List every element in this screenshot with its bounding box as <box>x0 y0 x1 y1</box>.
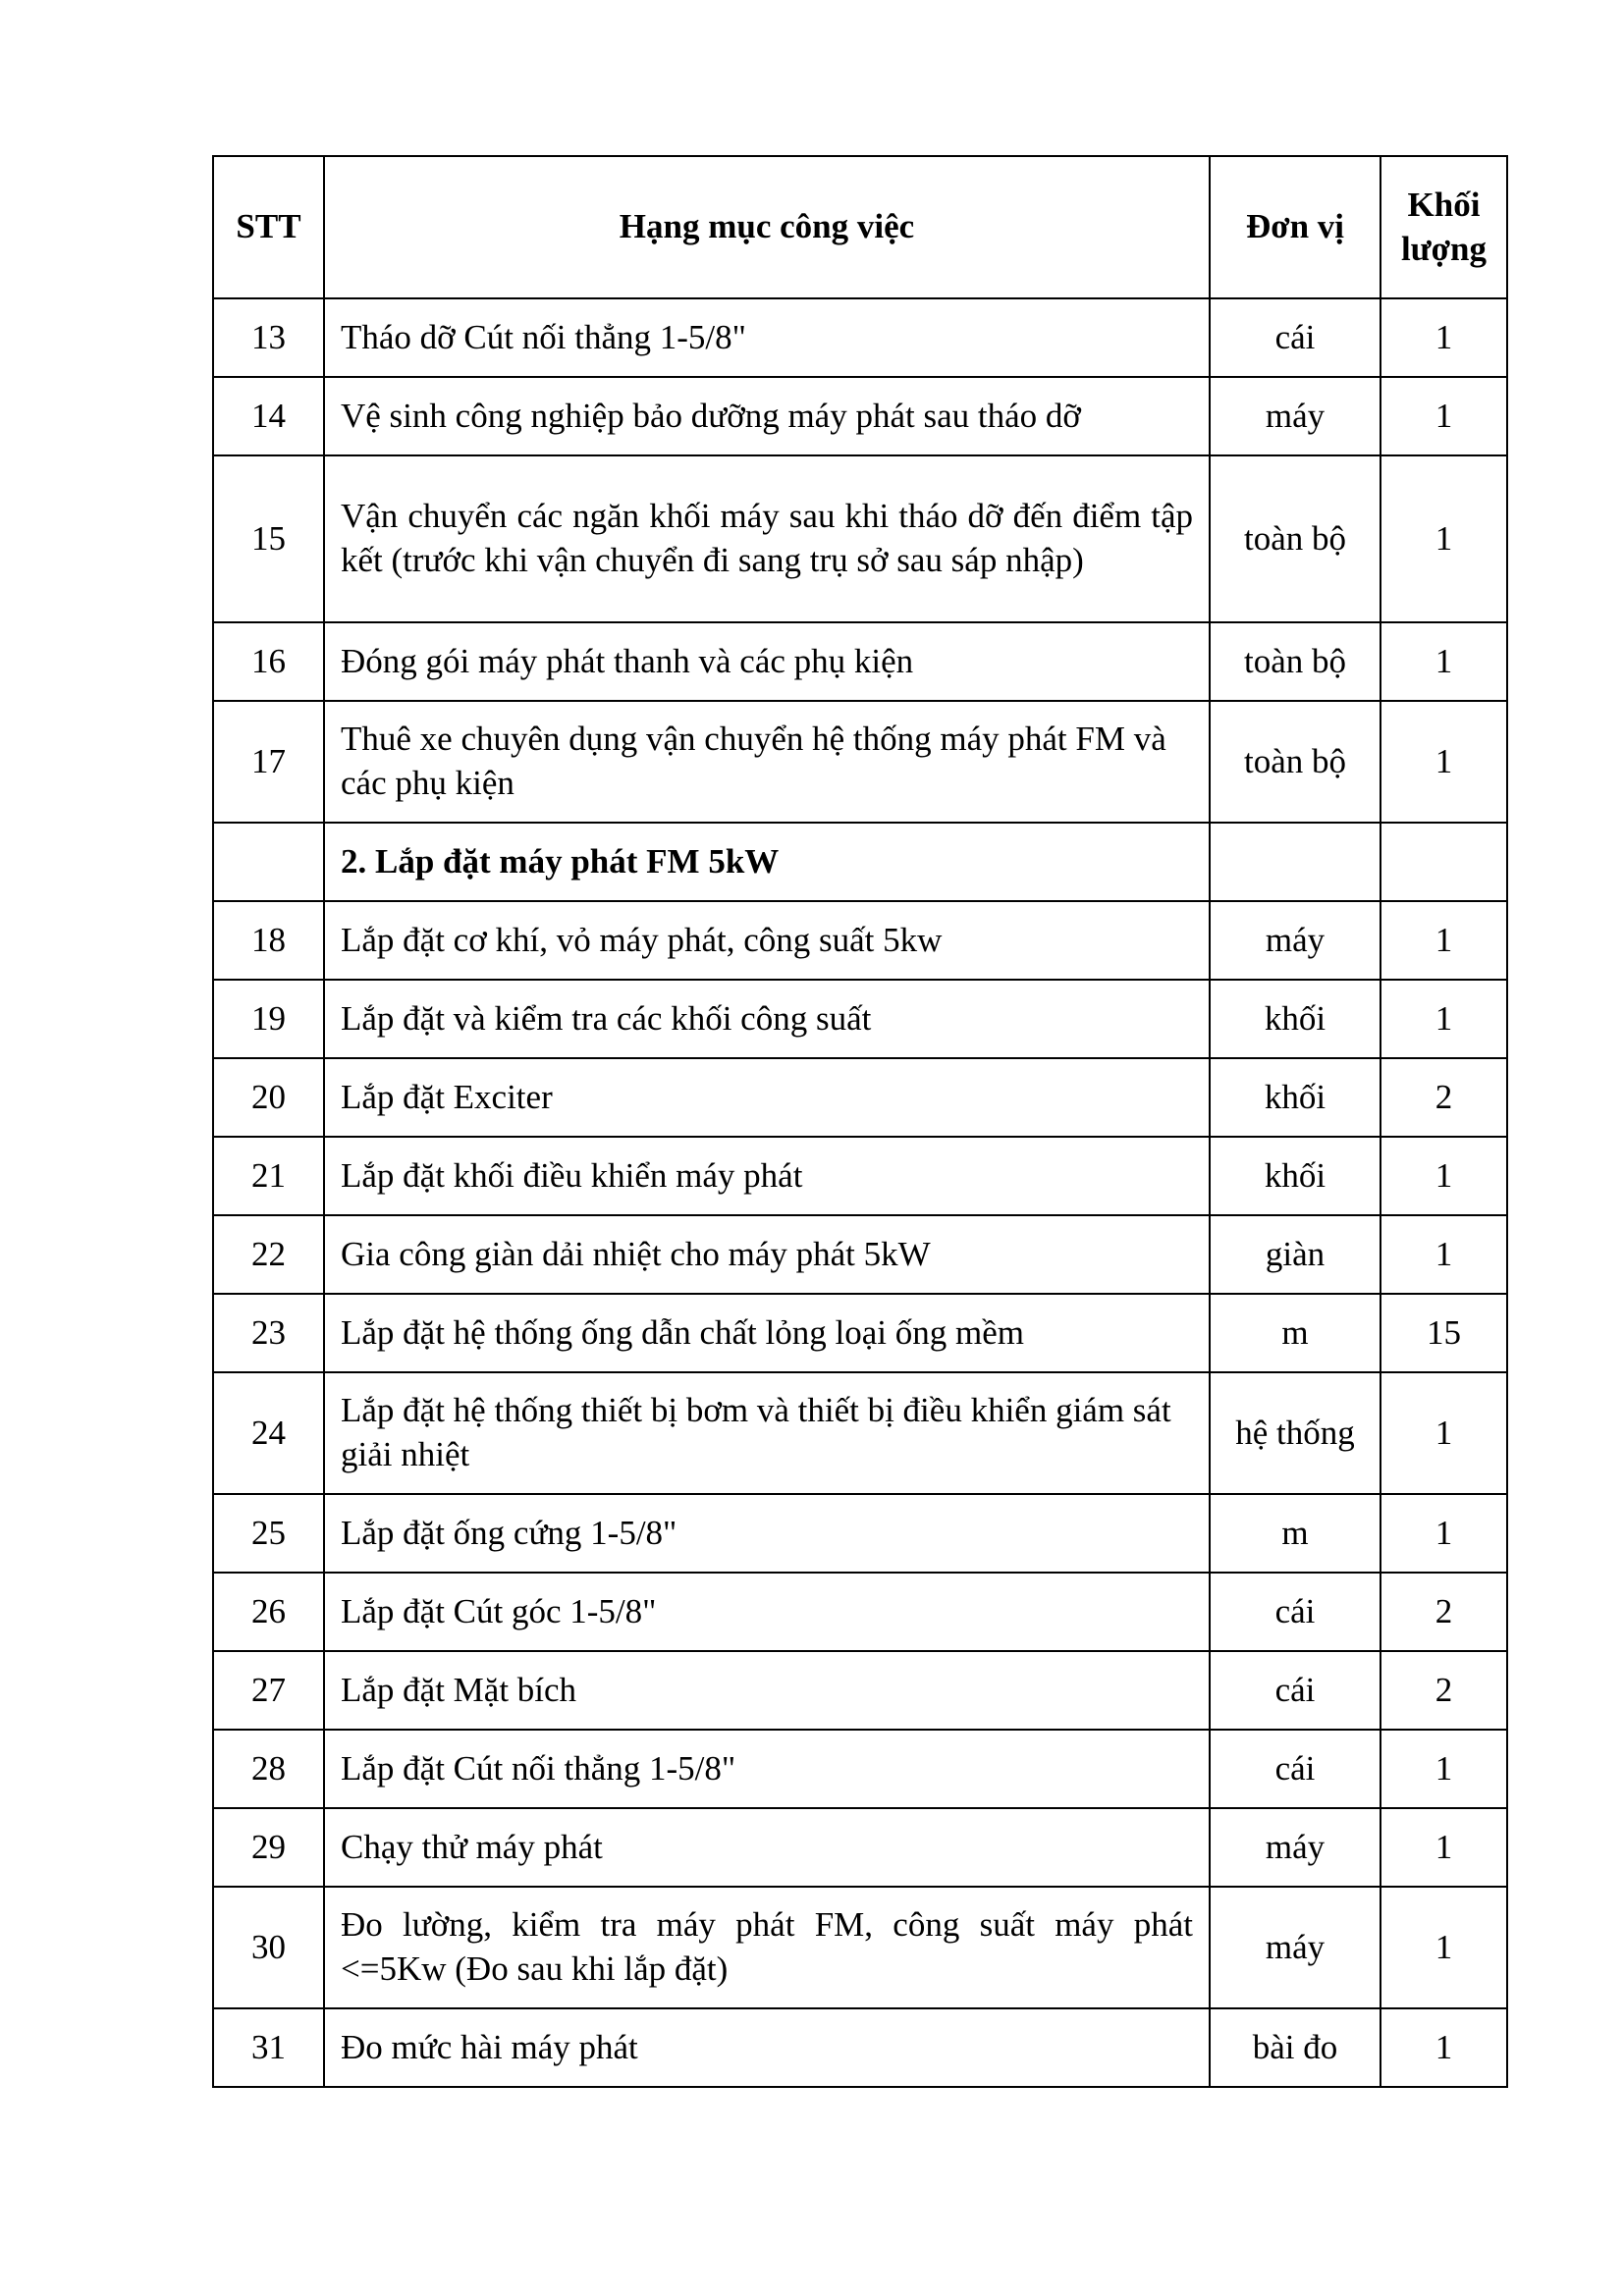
row-stt: 27 <box>213 1651 324 1730</box>
row-qty: 1 <box>1380 980 1507 1058</box>
table-row <box>213 1294 1507 1372</box>
row-item: Vận chuyển các ngăn khối máy sau khi tháo dỡ đến điểm tập kết (trước khi vận chuyển đi sang trụ sở sau sáp nhập) <box>324 455 1210 622</box>
row-qty: 1 <box>1380 1215 1507 1294</box>
header-qty-line1: Khối <box>1407 185 1481 224</box>
row-unit: máy <box>1210 1887 1380 2008</box>
row-item: Lắp đặt Cút góc 1-5/8" <box>324 1573 1210 1651</box>
row-stt: 19 <box>213 980 324 1058</box>
section-row <box>213 823 1507 901</box>
row-unit: khối <box>1210 1058 1380 1137</box>
row-unit: khối <box>1210 1137 1380 1215</box>
table-row <box>213 701 1507 823</box>
table-row <box>213 1651 1507 1730</box>
row-qty: 1 <box>1380 1887 1507 2008</box>
row-stt: 31 <box>213 2008 324 2087</box>
table-row <box>213 980 1507 1058</box>
row-qty: 1 <box>1380 1808 1507 1887</box>
row-unit: máy <box>1210 1808 1380 1887</box>
row-qty: 2 <box>1380 1058 1507 1137</box>
table-row <box>213 1372 1507 1494</box>
row-item: Lắp đặt hệ thống thiết bị bơm và thiết bị điều khiển giám sát giải nhiệt <box>324 1372 1210 1494</box>
row-item: Lắp đặt cơ khí, vỏ máy phát, công suất 5kw <box>324 901 1210 980</box>
row-item: Vệ sinh công nghiệp bảo dưỡng máy phát sau tháo dỡ <box>324 377 1210 455</box>
section-title: 2. Lắp đặt máy phát FM 5kW <box>324 823 1210 901</box>
row-item: Đo mức hài máy phát <box>324 2008 1210 2087</box>
row-stt: 20 <box>213 1058 324 1137</box>
row-item: Lắp đặt Exciter <box>324 1058 1210 1137</box>
table-row <box>213 1808 1507 1887</box>
row-qty: 15 <box>1380 1294 1507 1372</box>
row-qty: 1 <box>1380 377 1507 455</box>
row-item: Đóng gói máy phát thanh và các phụ kiện <box>324 622 1210 701</box>
row-item: Tháo dỡ Cút nối thẳng 1-5/8" <box>324 298 1210 377</box>
row-item: Lắp đặt Cút nối thẳng 1-5/8" <box>324 1730 1210 1808</box>
row-qty: 1 <box>1380 901 1507 980</box>
row-unit: máy <box>1210 377 1380 455</box>
row-unit: hệ thống <box>1210 1372 1380 1494</box>
row-stt: 14 <box>213 377 324 455</box>
row-stt: 15 <box>213 455 324 622</box>
row-unit: giàn <box>1210 1215 1380 1294</box>
row-stt: 21 <box>213 1137 324 1215</box>
header-stt: STT <box>213 156 324 298</box>
row-unit: cái <box>1210 298 1380 377</box>
row-item: Lắp đặt hệ thống ống dẫn chất lỏng loại ống mềm <box>324 1294 1210 1372</box>
table-row <box>213 901 1507 980</box>
table-row <box>213 1137 1507 1215</box>
header-qty-line2: lượng <box>1400 229 1488 268</box>
row-stt: 17 <box>213 701 324 823</box>
work-items-table <box>212 155 1508 2088</box>
row-stt: 22 <box>213 1215 324 1294</box>
row-unit: cái <box>1210 1573 1380 1651</box>
row-qty: 2 <box>1380 1573 1507 1651</box>
row-qty: 1 <box>1380 455 1507 622</box>
row-stt: 24 <box>213 1372 324 1494</box>
table-row <box>213 1887 1507 2008</box>
row-qty: 1 <box>1380 298 1507 377</box>
table-header-row <box>213 156 1507 298</box>
row-item: Lắp đặt và kiểm tra các khối công suất <box>324 980 1210 1058</box>
row-qty: 1 <box>1380 1372 1507 1494</box>
row-qty: 1 <box>1380 1137 1507 1215</box>
table-row <box>213 298 1507 377</box>
header-item: Hạng mục công việc <box>324 156 1210 298</box>
row-unit: toàn bộ <box>1210 455 1380 622</box>
row-stt <box>213 823 324 901</box>
row-item: Lắp đặt Mặt bích <box>324 1651 1210 1730</box>
row-stt: 26 <box>213 1573 324 1651</box>
row-stt: 28 <box>213 1730 324 1808</box>
row-item: Đo lường, kiểm tra máy phát FM, công suất máy phát <=5Kw (Đo sau khi lắp đặt) <box>324 1887 1210 2008</box>
row-stt: 18 <box>213 901 324 980</box>
row-qty: 1 <box>1380 1494 1507 1573</box>
row-stt: 29 <box>213 1808 324 1887</box>
row-qty: 1 <box>1380 622 1507 701</box>
row-stt: 25 <box>213 1494 324 1573</box>
row-unit <box>1210 823 1380 901</box>
table-row <box>213 455 1507 622</box>
table-row <box>213 622 1507 701</box>
table-row <box>213 2008 1507 2087</box>
row-item: Thuê xe chuyên dụng vận chuyển hệ thống máy phát FM và các phụ kiện <box>324 701 1210 823</box>
header-qty <box>1380 156 1507 298</box>
row-qty: 1 <box>1380 1730 1507 1808</box>
row-unit: toàn bộ <box>1210 622 1380 701</box>
table-row <box>213 1215 1507 1294</box>
row-qty: 1 <box>1380 701 1507 823</box>
row-unit: máy <box>1210 901 1380 980</box>
table-row <box>213 1058 1507 1137</box>
table-row <box>213 1730 1507 1808</box>
table-row <box>213 377 1507 455</box>
row-unit: toàn bộ <box>1210 701 1380 823</box>
row-qty <box>1380 823 1507 901</box>
row-stt: 16 <box>213 622 324 701</box>
row-stt: 23 <box>213 1294 324 1372</box>
row-unit: cái <box>1210 1651 1380 1730</box>
row-item: Lắp đặt ống cứng 1-5/8" <box>324 1494 1210 1573</box>
row-item: Gia công giàn dải nhiệt cho máy phát 5kW <box>324 1215 1210 1294</box>
row-unit: m <box>1210 1294 1380 1372</box>
row-item: Lắp đặt khối điều khiển máy phát <box>324 1137 1210 1215</box>
row-unit: m <box>1210 1494 1380 1573</box>
row-qty: 1 <box>1380 2008 1507 2087</box>
row-qty: 2 <box>1380 1651 1507 1730</box>
header-unit: Đơn vị <box>1210 156 1380 298</box>
row-stt: 13 <box>213 298 324 377</box>
row-unit: cái <box>1210 1730 1380 1808</box>
row-item: Chạy thử máy phát <box>324 1808 1210 1887</box>
row-unit: bài đo <box>1210 2008 1380 2087</box>
row-unit: khối <box>1210 980 1380 1058</box>
table-row <box>213 1573 1507 1651</box>
table-row <box>213 1494 1507 1573</box>
row-stt: 30 <box>213 1887 324 2008</box>
